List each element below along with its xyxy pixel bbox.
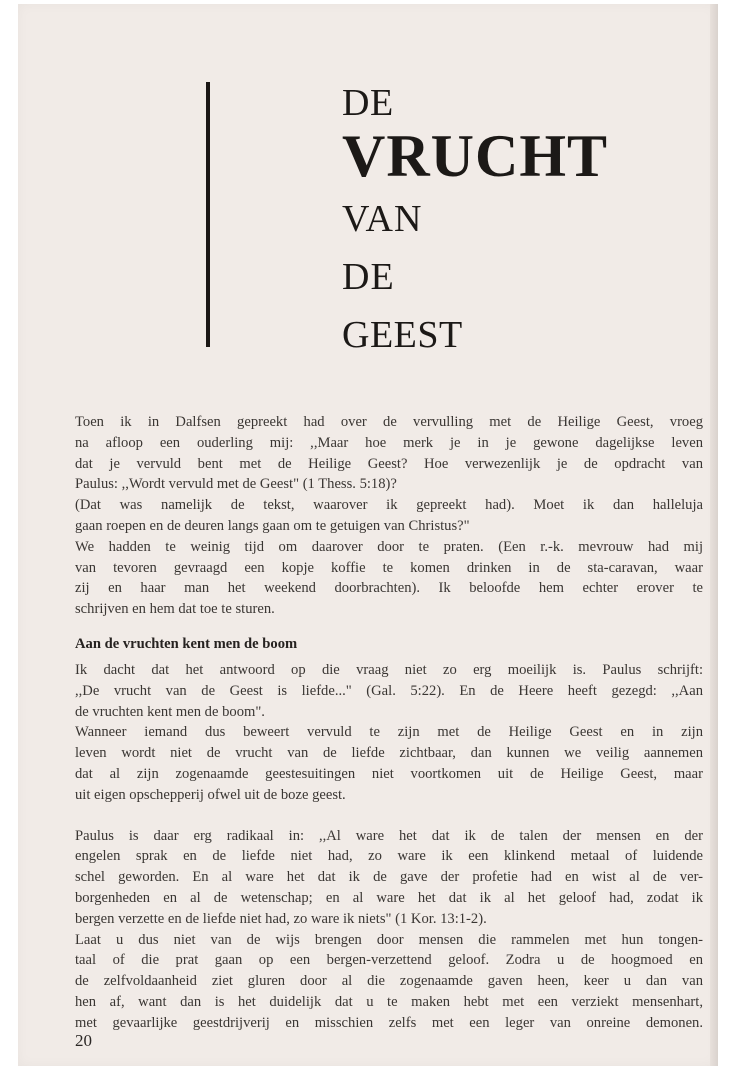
text-line: bergen verzette en de liefde niet had, zo ware ik niets" (1 Kor. 13:1-2). — [75, 910, 487, 927]
section-heading: Aan de vruchten kent men de boom — [75, 635, 298, 652]
page-number: 20 — [75, 1031, 92, 1050]
title-line-de: DE — [342, 82, 394, 124]
text-line: dat je vervuld bent met de Heilige Geest? Hoe verwezenlijk je de opdracht van — [75, 455, 703, 472]
text-line: schrijven en hem dat toe te sturen. — [75, 601, 275, 618]
title-line-vrucht: VRUCHT — [342, 123, 609, 189]
title-line-van: VAN — [342, 198, 423, 240]
text-line: Paulus is daar erg radikaal in: ,,Al ware het dat ik de talen der mensen en der — [75, 827, 703, 844]
section-paragraph — [75, 660, 721, 806]
text-line: We hadden te weinig tijd om daarover door te praten. (Een r.-k. mevrouw had mij — [75, 538, 703, 555]
text-line: met gevaarlijke geestdrijverij en misschien zelfs met een leger van onreine demonen. — [75, 1014, 703, 1031]
section-paragraph — [75, 826, 721, 1034]
text-line: na afloop een ouderling mij: ,,Maar hoe merk je in je gewone dagelijkse leven — [75, 434, 703, 451]
text-line: borgenheden en al de wetenschap; en al ware het dat ik al het geloof had, zodat ik — [75, 889, 703, 906]
text-line: zij en haar man het weekend doorbrachten). Ik beloofde hem echter erover te — [75, 580, 703, 597]
text-line: Paulus: ,,Wordt vervuld met de Geest" (1 Thess. 5:18)? — [75, 476, 397, 493]
text-line: engelen sprak en de liefde niet had, zo ware ik een klinkend metaal of luidende — [75, 848, 703, 865]
title-line-de-2: DE — [342, 256, 395, 298]
text-line: leven wordt niet de vrucht van de liefde zichtbaar, dan kunnen we veilig aannemen — [75, 745, 703, 762]
text-line: Toen ik in Dalfsen gepreekt had over de vervulling met de Heilige Geest, vroeg — [75, 414, 703, 430]
text-line: uit eigen opschepperij ofwel uit de boze geest. — [75, 786, 346, 803]
paragraph-gap — [75, 806, 721, 826]
text-line: schel geworden. En al ware het dat ik de gave der profetie had en wist al de ver- — [75, 869, 703, 886]
text-line: Wanneer iemand dus beweert vervuld te zijn met de Heilige Geest en in zijn — [75, 724, 703, 741]
text-line: gaan roepen en de deuren langs gaan om te getuigen van Christus?" — [75, 517, 470, 534]
vertical-rule — [206, 82, 210, 347]
text-line: de zelfvoldaanheid ziet gluren door al die zogenaamde gaven heen, keer u dan van — [75, 973, 703, 990]
article-body — [75, 412, 721, 1034]
text-line: (Dat was namelijk de tekst, waarover ik gepreekt had). Moet ik dan halleluja — [75, 497, 703, 514]
title-line-geest: GEEST — [342, 314, 463, 356]
text-line: Laat u dus niet van de wijs brengen door mensen die rammelen met hun tongen- — [75, 931, 703, 948]
text-line: Ik dacht dat het antwoord op die vraag niet zo erg moeilijk is. Paulus schrijft: — [75, 661, 703, 678]
intro-paragraph — [75, 412, 721, 620]
text-line: ,,De vrucht van de Geest is liefde..." (Gal. 5:22). En de Heere heeft gezegd: ,,Aan — [75, 682, 703, 699]
text-line: de vruchten kent men de boom". — [75, 703, 265, 720]
text-line: dat al zijn zogenaamde geestesuitingen niet voortkomen uit de Heilige Geest, maar — [75, 765, 703, 782]
text-line: taal of die prat gaan op een bergen-verzettend geloof. Zodra u de hoogmoed en — [75, 952, 703, 969]
text-line: van tevoren gevraagd een kopje koffie te komen drinken in de sta-caravan, waar — [75, 559, 703, 576]
text-line: hen af, want dan is het duidelijk dat u te maken hebt met een verziekt mensenhart, — [75, 993, 703, 1010]
